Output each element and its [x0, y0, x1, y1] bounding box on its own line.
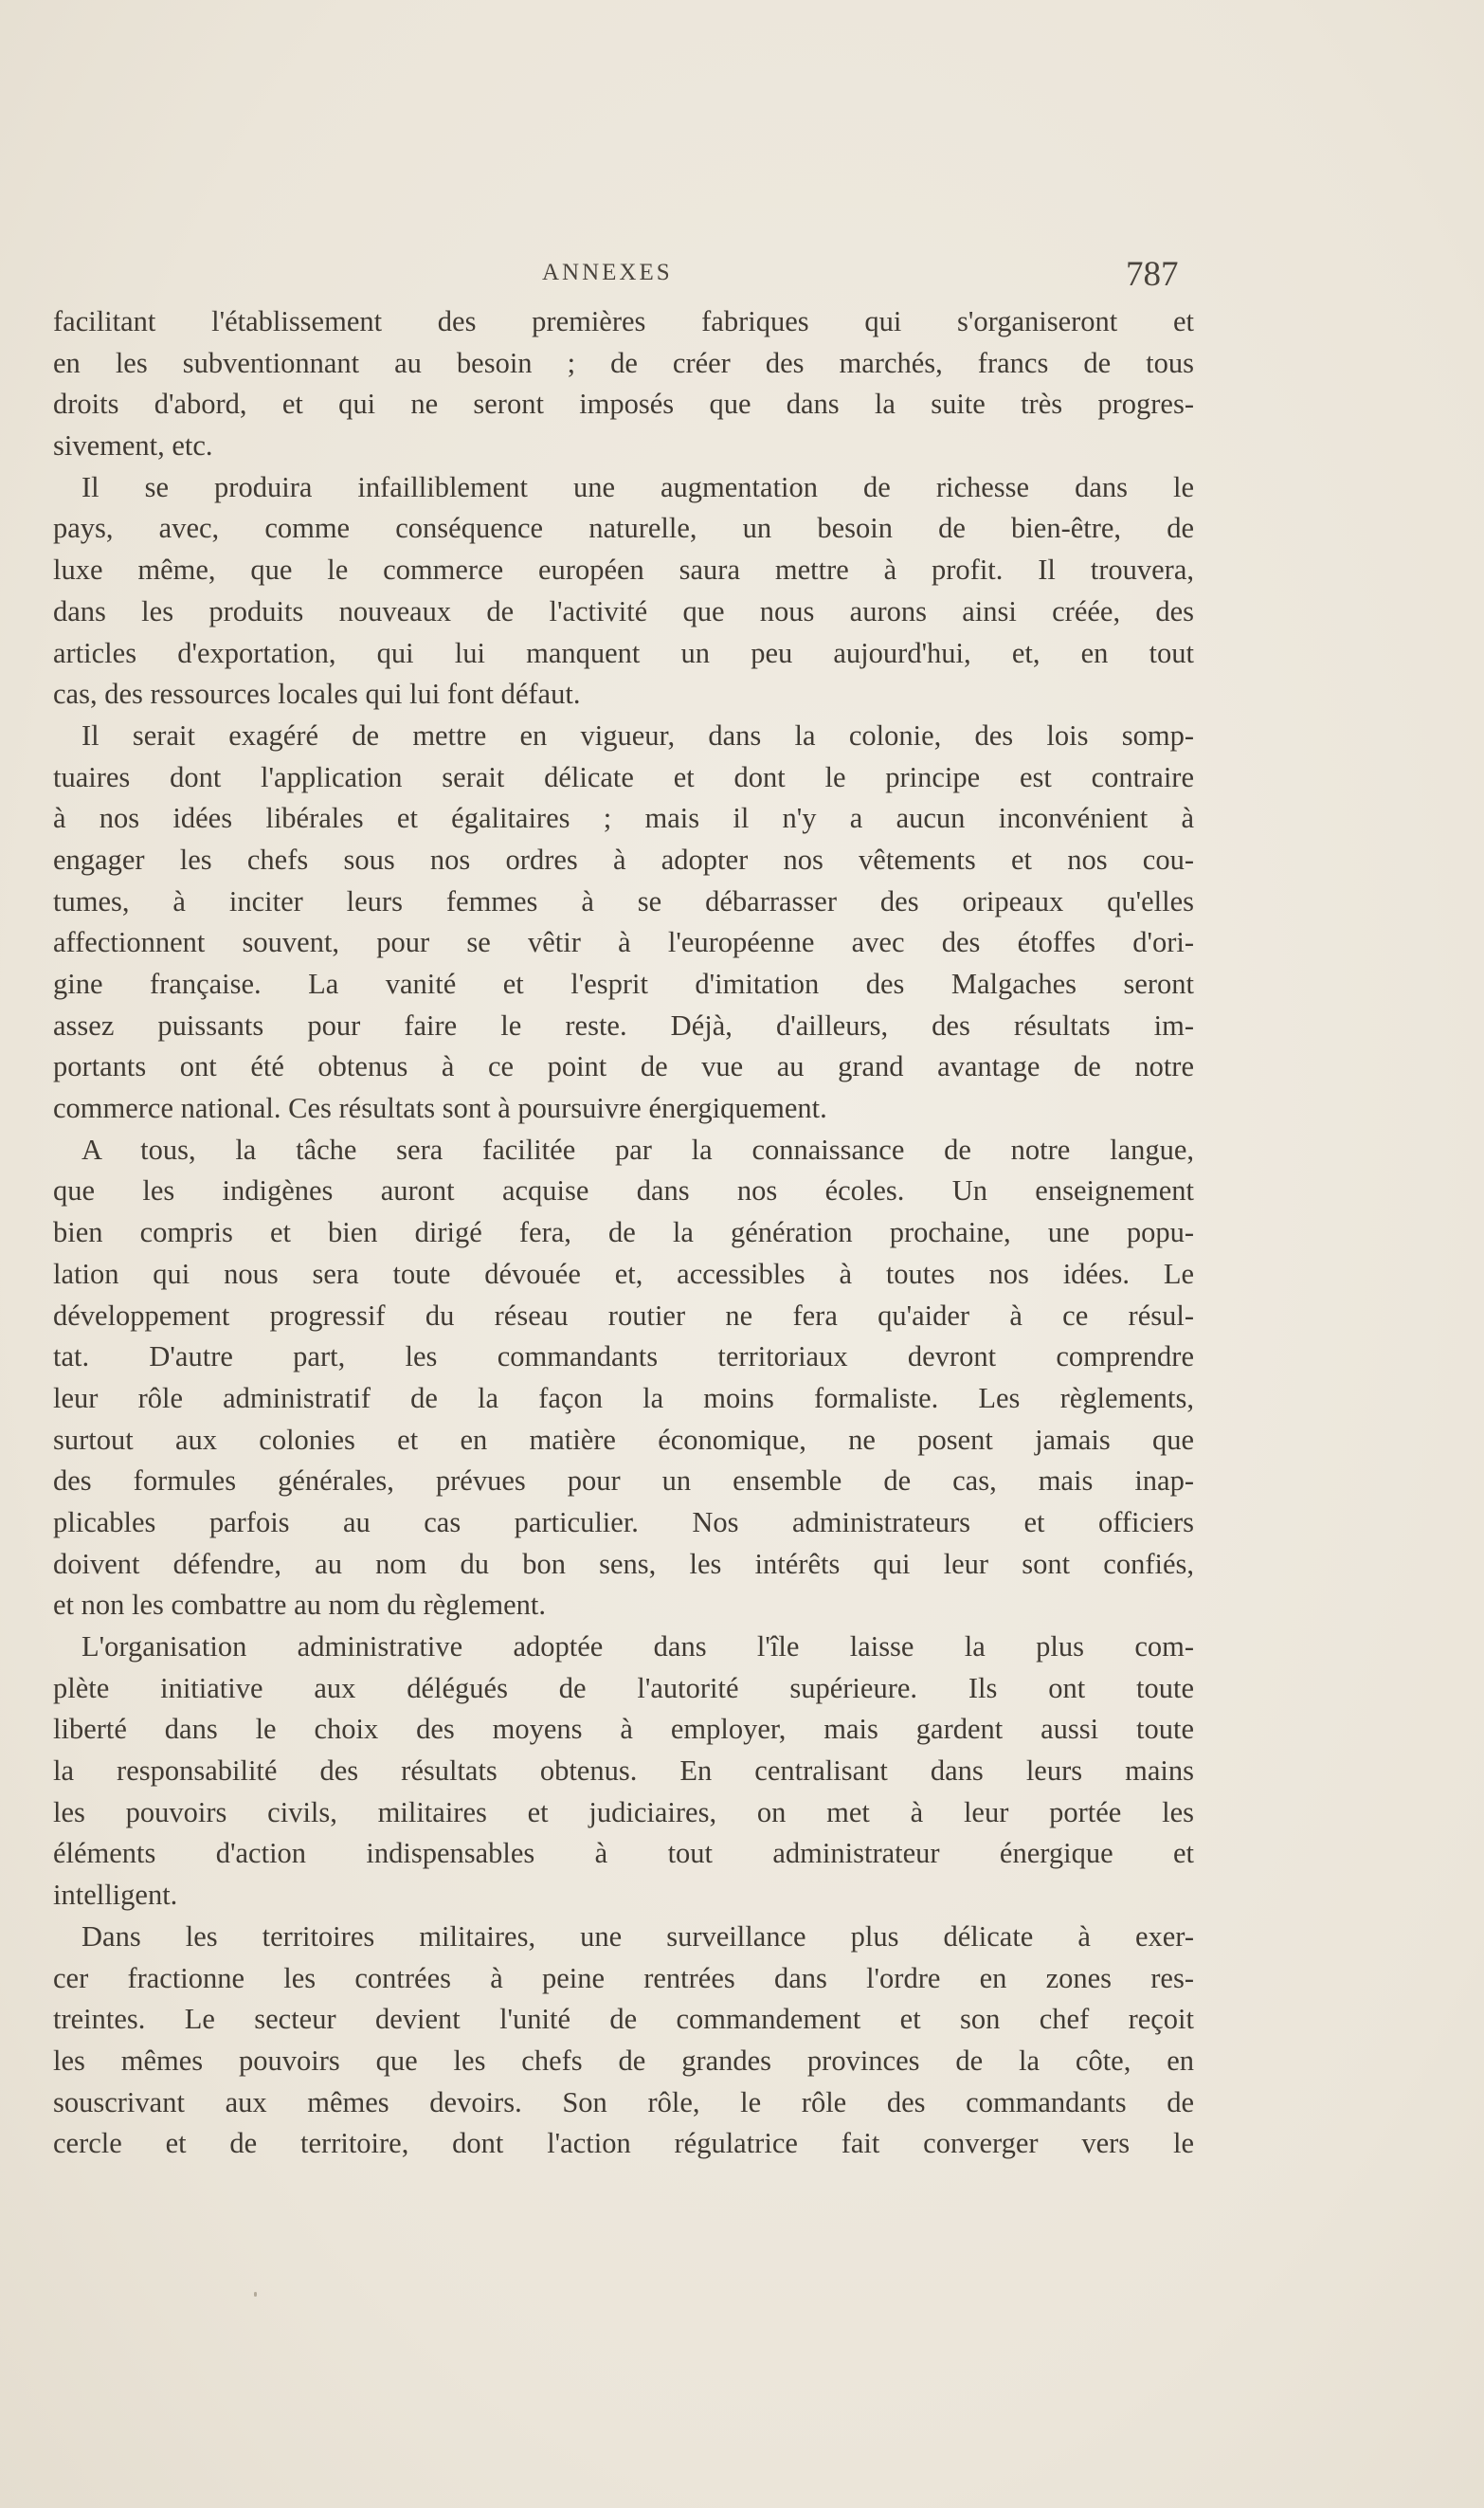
- text-line: affectionnent souvent, pour se vêtir à l'européenne avec des étoffes d'ori-: [53, 926, 1194, 959]
- page-header: [0, 254, 1484, 301]
- text-line: gine française. La vanité et l'esprit d'imitation des Malgaches seront: [53, 968, 1194, 1000]
- text-line: cercle et de territoire, dont l'action régulatrice fait converger vers le: [53, 2127, 1194, 2160]
- text-line: Il se produira infailliblement une augmentation de richesse dans le: [81, 470, 1194, 503]
- text-line: des formules générales, prévues pour un ensemble de cas, mais inap-: [53, 1464, 1194, 1498]
- text-line: bien compris et bien dirigé fera, de la génération prochaine, une popu-: [53, 1216, 1194, 1249]
- text-line: tumes, à inciter leurs femmes à se débarrasser des oripeaux qu'elles: [53, 884, 1194, 918]
- text-line: articles d'exportation, qui lui manquent un peu aujourd'hui, et, en tout: [53, 636, 1194, 669]
- text-line: tat. D'autre part, les commandants territoriaux devront comprendre: [53, 1340, 1194, 1373]
- text-line: L'organisation administrative adoptée dans l'île laisse la plus com-: [81, 1630, 1194, 1663]
- text-line: éléments d'action indispensables à tout administrateur énergique et: [53, 1837, 1194, 1870]
- text-line: A tous, la tâche sera facilitée par la connaissance de notre langue,: [81, 1133, 1194, 1166]
- text-line: assez puissants pour faire le reste. Déjà, d'ailleurs, des résultats im-: [53, 1009, 1194, 1042]
- text-line: luxe même, que le commerce européen saura mettre à profit. Il trouvera,: [53, 554, 1194, 587]
- text-line: et non les combattre au nom du règlement.: [53, 1589, 547, 1622]
- text-line: développement progressif du réseau routier ne fera qu'aider à ce résul-: [53, 1299, 1194, 1332]
- text-line: la responsabilité des résultats obtenus. En centralisant dans leurs mains: [53, 1754, 1194, 1788]
- text-line: dans les produits nouveaux de l'activité que nous aurons ainsi créée, des: [53, 594, 1194, 627]
- text-line: tuaires dont l'application serait délicate et dont le principe est contraire: [53, 760, 1194, 793]
- text-line: droits d'abord, et qui ne seront imposés que dans la suite très progres-: [53, 388, 1194, 421]
- text-line: pays, avec, comme conséquence naturelle, un besoin de bien-être, de: [53, 512, 1194, 545]
- text-line: intelligent.: [53, 1879, 178, 1912]
- text-line: sivement, etc.: [53, 429, 213, 463]
- text-line: Il serait exagéré de mettre en vigueur, dans la colonie, des lois somp-: [81, 718, 1194, 752]
- text-line: leur rôle administratif de la façon la moins formaliste. Les règlements,: [53, 1381, 1194, 1414]
- body-text: [53, 301, 1194, 2165]
- text-line: les pouvoirs civils, militaires et judiciaires, on met à leur portée les: [53, 1795, 1194, 1828]
- text-line: lation qui nous sera toute dévouée et, accessibles à toutes nos idées. Le: [53, 1257, 1194, 1290]
- text-line: liberté dans le choix des moyens à employer, mais gardent aussi toute: [53, 1713, 1194, 1746]
- text-line: facilitant l'établissement des premières fabriques qui s'organiseront et: [53, 305, 1194, 337]
- text-line: engager les chefs sous nos ordres à adopter nos vêtements et nos cou-: [53, 843, 1194, 876]
- running-title: ANNEXES: [542, 260, 673, 285]
- text-line: que les indigènes auront acquise dans nos écoles. Un enseignement: [53, 1174, 1194, 1208]
- text-line: Dans les territoires militaires, une surveillance plus délicate à exer-: [81, 1919, 1194, 1953]
- text-line: cas, des ressources locales qui lui font défaut.: [53, 678, 581, 711]
- text-line: treintes. Le secteur devient l'unité de commandement et son chef reçoit: [53, 2003, 1194, 2036]
- text-line: portants ont été obtenus à ce point de vue au grand avantage de notre: [53, 1050, 1194, 1083]
- text-line: surtout aux colonies et en matière économique, ne posent jamais que: [53, 1423, 1194, 1456]
- text-line: plète initiative aux délégués de l'autorité supérieure. Ils ont toute: [53, 1671, 1194, 1704]
- text-line: en les subventionnant au besoin ; de créer des marchés, francs de tous: [53, 346, 1194, 379]
- text-line: commerce national. Ces résultats sont à poursuivre énergiquement.: [53, 1092, 827, 1125]
- paper-speck: [254, 2292, 257, 2297]
- text-line: doivent défendre, au nom du bon sens, les intérêts qui leur sont confiés,: [53, 1547, 1194, 1580]
- text-line: les mêmes pouvoirs que les chefs de grandes provinces de la côte, en: [53, 2044, 1194, 2077]
- text-line: souscrivant aux mêmes devoirs. Son rôle, le rôle des commandants de: [53, 2085, 1194, 2118]
- text-line: à nos idées libérales et égalitaires ; mais il n'y a aucun inconvénient à: [53, 802, 1194, 835]
- page-number: 787: [1126, 255, 1179, 294]
- text-line: cer fractionne les contrées à peine rentrées dans l'ordre en zones res-: [53, 1961, 1194, 1994]
- text-line: plicables parfois au cas particulier. Nos administrateurs et officiers: [53, 1505, 1194, 1538]
